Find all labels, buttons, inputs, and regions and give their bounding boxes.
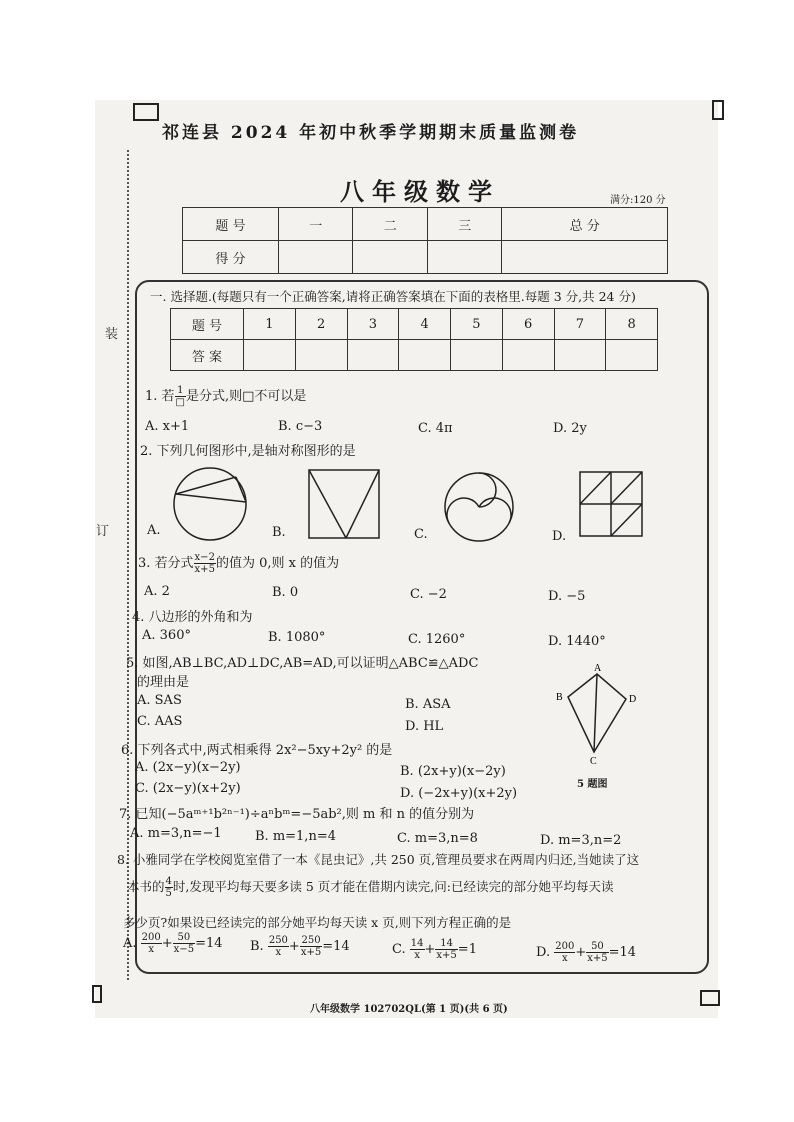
question-8-line2 bbox=[127, 876, 613, 899]
q8-b-rhs: =14 bbox=[322, 939, 350, 954]
answer-cell bbox=[451, 340, 503, 371]
q5-figure-caption: 5 题图 bbox=[577, 779, 608, 790]
q5-option-a: A. SAS bbox=[137, 693, 182, 708]
binding-label-zhuang: 装 bbox=[105, 327, 119, 342]
binding-label-ding: 订 bbox=[96, 524, 110, 539]
q8-d-letter: D. bbox=[536, 945, 551, 960]
q1-option-c: C. 4π bbox=[418, 421, 453, 436]
score-cell bbox=[427, 241, 501, 274]
q8-option-b bbox=[250, 935, 350, 958]
score-cell bbox=[353, 241, 427, 274]
q8-line2-prefix: 本书的 bbox=[127, 879, 165, 894]
answer-row-label: 题 号 bbox=[171, 309, 244, 340]
q5-option-c: C. AAS bbox=[137, 714, 183, 729]
question-5-stem-line2: 的理由是 bbox=[137, 675, 190, 690]
q4-option-c: C. 1260° bbox=[408, 632, 466, 647]
q3-option-c: C. −2 bbox=[410, 587, 447, 602]
q6-option-b: B. (2x+y)(x−2y) bbox=[400, 764, 506, 779]
q8-c-rhs: =1 bbox=[457, 942, 477, 957]
q2-figure-a-circle bbox=[170, 464, 250, 544]
q2-figure-b-square bbox=[308, 469, 380, 539]
q8-option-a bbox=[123, 932, 223, 955]
q8-b-letter: B. bbox=[250, 939, 264, 954]
q7-option-a: A. m=3,n=−1 bbox=[130, 826, 222, 841]
q3-prefix: 3. 若分式 bbox=[138, 556, 194, 571]
q8-d-frac-2 bbox=[586, 941, 608, 964]
q1-suffix: 是分式,则□不可以是 bbox=[186, 389, 307, 404]
question-8-line1: 8. 小雅同学在学校阅览室借了一本《昆虫记》,共 250 页,管理员要求在两周内归还,当她读了这 bbox=[117, 852, 640, 867]
q8-c-n1: 14 bbox=[410, 938, 424, 949]
q8-a-letter: A. bbox=[123, 936, 137, 951]
q3-option-b: B. 0 bbox=[272, 585, 299, 600]
q8-a-d1: x bbox=[148, 944, 155, 955]
q2-option-d: D. bbox=[552, 529, 567, 544]
answer-col-number: 5 bbox=[451, 309, 503, 340]
q5-label-b: B bbox=[556, 692, 563, 703]
q8-a-rhs: =14 bbox=[195, 936, 223, 951]
answer-cell bbox=[399, 340, 451, 371]
question-5-stem-line1: 5. 如图,AB⊥BC,AD⊥DC,AB=AD,可以证明△ABC≌△ADC bbox=[126, 656, 479, 671]
q1-frac-num: 1 bbox=[175, 385, 186, 397]
answer-col-number: 2 bbox=[295, 309, 347, 340]
q3-frac-num: x−2 bbox=[194, 552, 215, 563]
q8-c-op: + bbox=[424, 942, 436, 957]
q8-c-d2: x+5 bbox=[436, 950, 457, 961]
q3-frac-den: x+5 bbox=[194, 564, 215, 575]
q8-option-c bbox=[392, 938, 477, 961]
q2-option-a: A. bbox=[147, 523, 161, 538]
corner-mark-bottom-left bbox=[92, 985, 102, 1003]
question-6-stem: 6. 下列各式中,两式相乘得 2x²−5xy+2y² 的是 bbox=[121, 743, 393, 758]
q5-label-d: D bbox=[629, 694, 637, 705]
q8-c-frac-1 bbox=[410, 938, 425, 961]
score-col-total: 总 分 bbox=[502, 208, 668, 241]
q8-c-frac-2 bbox=[435, 938, 457, 961]
answer-cell bbox=[347, 340, 399, 371]
q8-fraction bbox=[165, 876, 173, 899]
score-cell bbox=[279, 241, 353, 274]
q1-option-b: B. c−3 bbox=[278, 419, 323, 434]
q5-option-d: D. HL bbox=[405, 719, 444, 734]
q2-option-c: C. bbox=[414, 527, 428, 542]
question-8-line3: 多少页?如果设已经读完的部分她平均每天读 x 页,则下列方程正确的是 bbox=[123, 915, 512, 930]
page-footer: 八年级数学 102702QL(第 1 页)(共 6 页) bbox=[310, 1004, 508, 1015]
q8-frac-num: 4 bbox=[165, 876, 172, 887]
answer-col-number: 1 bbox=[244, 309, 296, 340]
q4-option-b: B. 1080° bbox=[268, 630, 326, 645]
score-row-label: 题 号 bbox=[183, 208, 279, 241]
score-cell bbox=[502, 241, 668, 274]
q4-option-a: A. 360° bbox=[142, 628, 191, 643]
q8-d-n2: 50 bbox=[586, 941, 608, 953]
q2-figure-d-grid bbox=[579, 471, 643, 537]
q8-a-frac-1 bbox=[141, 932, 162, 955]
q8-b-d1: x bbox=[275, 947, 282, 958]
score-col-2: 二 bbox=[353, 208, 427, 241]
q3-fraction bbox=[194, 552, 216, 575]
corner-mark-bottom-right bbox=[700, 990, 720, 1006]
q8-b-n1: 250 bbox=[268, 935, 288, 946]
q3-suffix: 的值为 0,则 x 的值为 bbox=[215, 556, 340, 571]
q8-b-frac-1 bbox=[268, 935, 289, 958]
q8-a-n1: 200 bbox=[141, 932, 161, 943]
q7-option-b: B. m=1,n=4 bbox=[255, 829, 336, 844]
corner-mark-top-right bbox=[712, 100, 724, 120]
score-table bbox=[182, 207, 668, 274]
q6-option-c: C. (2x−y)(x+2y) bbox=[135, 781, 241, 796]
q8-d-op: + bbox=[575, 945, 587, 960]
q8-c-letter: C. bbox=[392, 942, 406, 957]
q8-b-op: + bbox=[288, 939, 300, 954]
q6-option-a: A. (2x−y)(x−2y) bbox=[135, 760, 241, 775]
q2-option-b: B. bbox=[272, 525, 286, 540]
county-exam-title: 祁连县 2024 年初中秋季学期期末质量监测卷 bbox=[162, 123, 580, 143]
q4-option-d: D. 1440° bbox=[548, 634, 606, 649]
q8-c-d1: x bbox=[414, 950, 420, 961]
q2-figure-c-circle-swirl bbox=[443, 471, 515, 543]
answer-col-number: 6 bbox=[502, 309, 554, 340]
q1-option-d: D. 2y bbox=[553, 421, 587, 436]
q1-prefix: 1. 若 bbox=[145, 389, 175, 404]
score-row-label: 得 分 bbox=[183, 241, 279, 274]
q8-a-frac-2 bbox=[173, 932, 195, 955]
q8-d-rhs: =14 bbox=[608, 945, 637, 960]
q3-option-d: D. −5 bbox=[548, 589, 586, 604]
q7-option-d: D. m=3,n=2 bbox=[540, 833, 622, 848]
q5-label-c: C bbox=[590, 756, 597, 767]
subject-title: 八年级数学 bbox=[340, 177, 500, 206]
q8-d-frac-1 bbox=[554, 941, 575, 964]
question-3-stem bbox=[138, 552, 339, 575]
answer-row-label: 答 案 bbox=[171, 340, 244, 371]
answer-col-number: 4 bbox=[399, 309, 451, 340]
q3-option-a: A. 2 bbox=[144, 584, 170, 599]
answer-cell bbox=[502, 340, 554, 371]
answer-table bbox=[170, 308, 658, 371]
answer-cell bbox=[554, 340, 606, 371]
answer-cell bbox=[295, 340, 347, 371]
q8-a-n2: 50 bbox=[173, 932, 195, 944]
answer-col-number: 8 bbox=[606, 309, 658, 340]
corner-mark-top-left bbox=[133, 103, 159, 121]
question-4-stem: 4. 八边形的外角和为 bbox=[132, 610, 253, 625]
q1-frac-den: □ bbox=[175, 397, 185, 408]
q5-kite-figure bbox=[550, 660, 650, 770]
q7-option-c: C. m=3,n=8 bbox=[397, 831, 478, 846]
q8-b-frac-2 bbox=[300, 935, 322, 958]
q8-b-n2: 250 bbox=[301, 935, 321, 946]
q8-d-n1: 200 bbox=[555, 941, 575, 952]
q8-c-n2: 14 bbox=[435, 938, 457, 950]
q8-d-d2: x+5 bbox=[587, 953, 608, 964]
section-1-heading: 一. 选择题.(每题只有一个正确答案,请将正确答案填在下面的表格里.每题 3 分,共 24 分) bbox=[150, 289, 636, 304]
q6-option-d: D. (−2x+y)(x+2y) bbox=[400, 786, 518, 801]
q8-option-d bbox=[536, 941, 636, 964]
question-1-stem bbox=[145, 385, 306, 408]
q8-line2-suffix: 时,发现平均每天要多读 5 页才能在借期内读完,问:已经读完的部分她平均每天读 bbox=[172, 879, 614, 894]
answer-col-number: 3 bbox=[347, 309, 399, 340]
q8-a-op: + bbox=[161, 936, 173, 951]
full-mark: 满分:120 分 bbox=[610, 195, 666, 206]
question-2-stem: 2. 下列几何图形中,是轴对称图形的是 bbox=[140, 444, 356, 459]
question-7-stem: 7. 已知(−5aᵐ⁺¹b²ⁿ⁻¹)÷aⁿbᵐ=−5ab²,则 m 和 n 的值分别为 bbox=[119, 807, 475, 822]
q8-a-d2: x−5 bbox=[173, 944, 195, 955]
answer-cell bbox=[244, 340, 296, 371]
q5-option-b: B. ASA bbox=[405, 697, 451, 712]
q8-d-d1: x bbox=[561, 953, 568, 964]
answer-cell bbox=[606, 340, 658, 371]
q8-b-d2: x+5 bbox=[300, 947, 322, 958]
q1-fraction bbox=[175, 385, 186, 408]
q1-option-a: A. x+1 bbox=[145, 419, 190, 434]
answer-col-number: 7 bbox=[554, 309, 606, 340]
score-col-1: 一 bbox=[279, 208, 353, 241]
q8-frac-den: 5 bbox=[165, 888, 172, 899]
score-col-3: 三 bbox=[427, 208, 501, 241]
q5-label-a: A bbox=[594, 663, 602, 674]
